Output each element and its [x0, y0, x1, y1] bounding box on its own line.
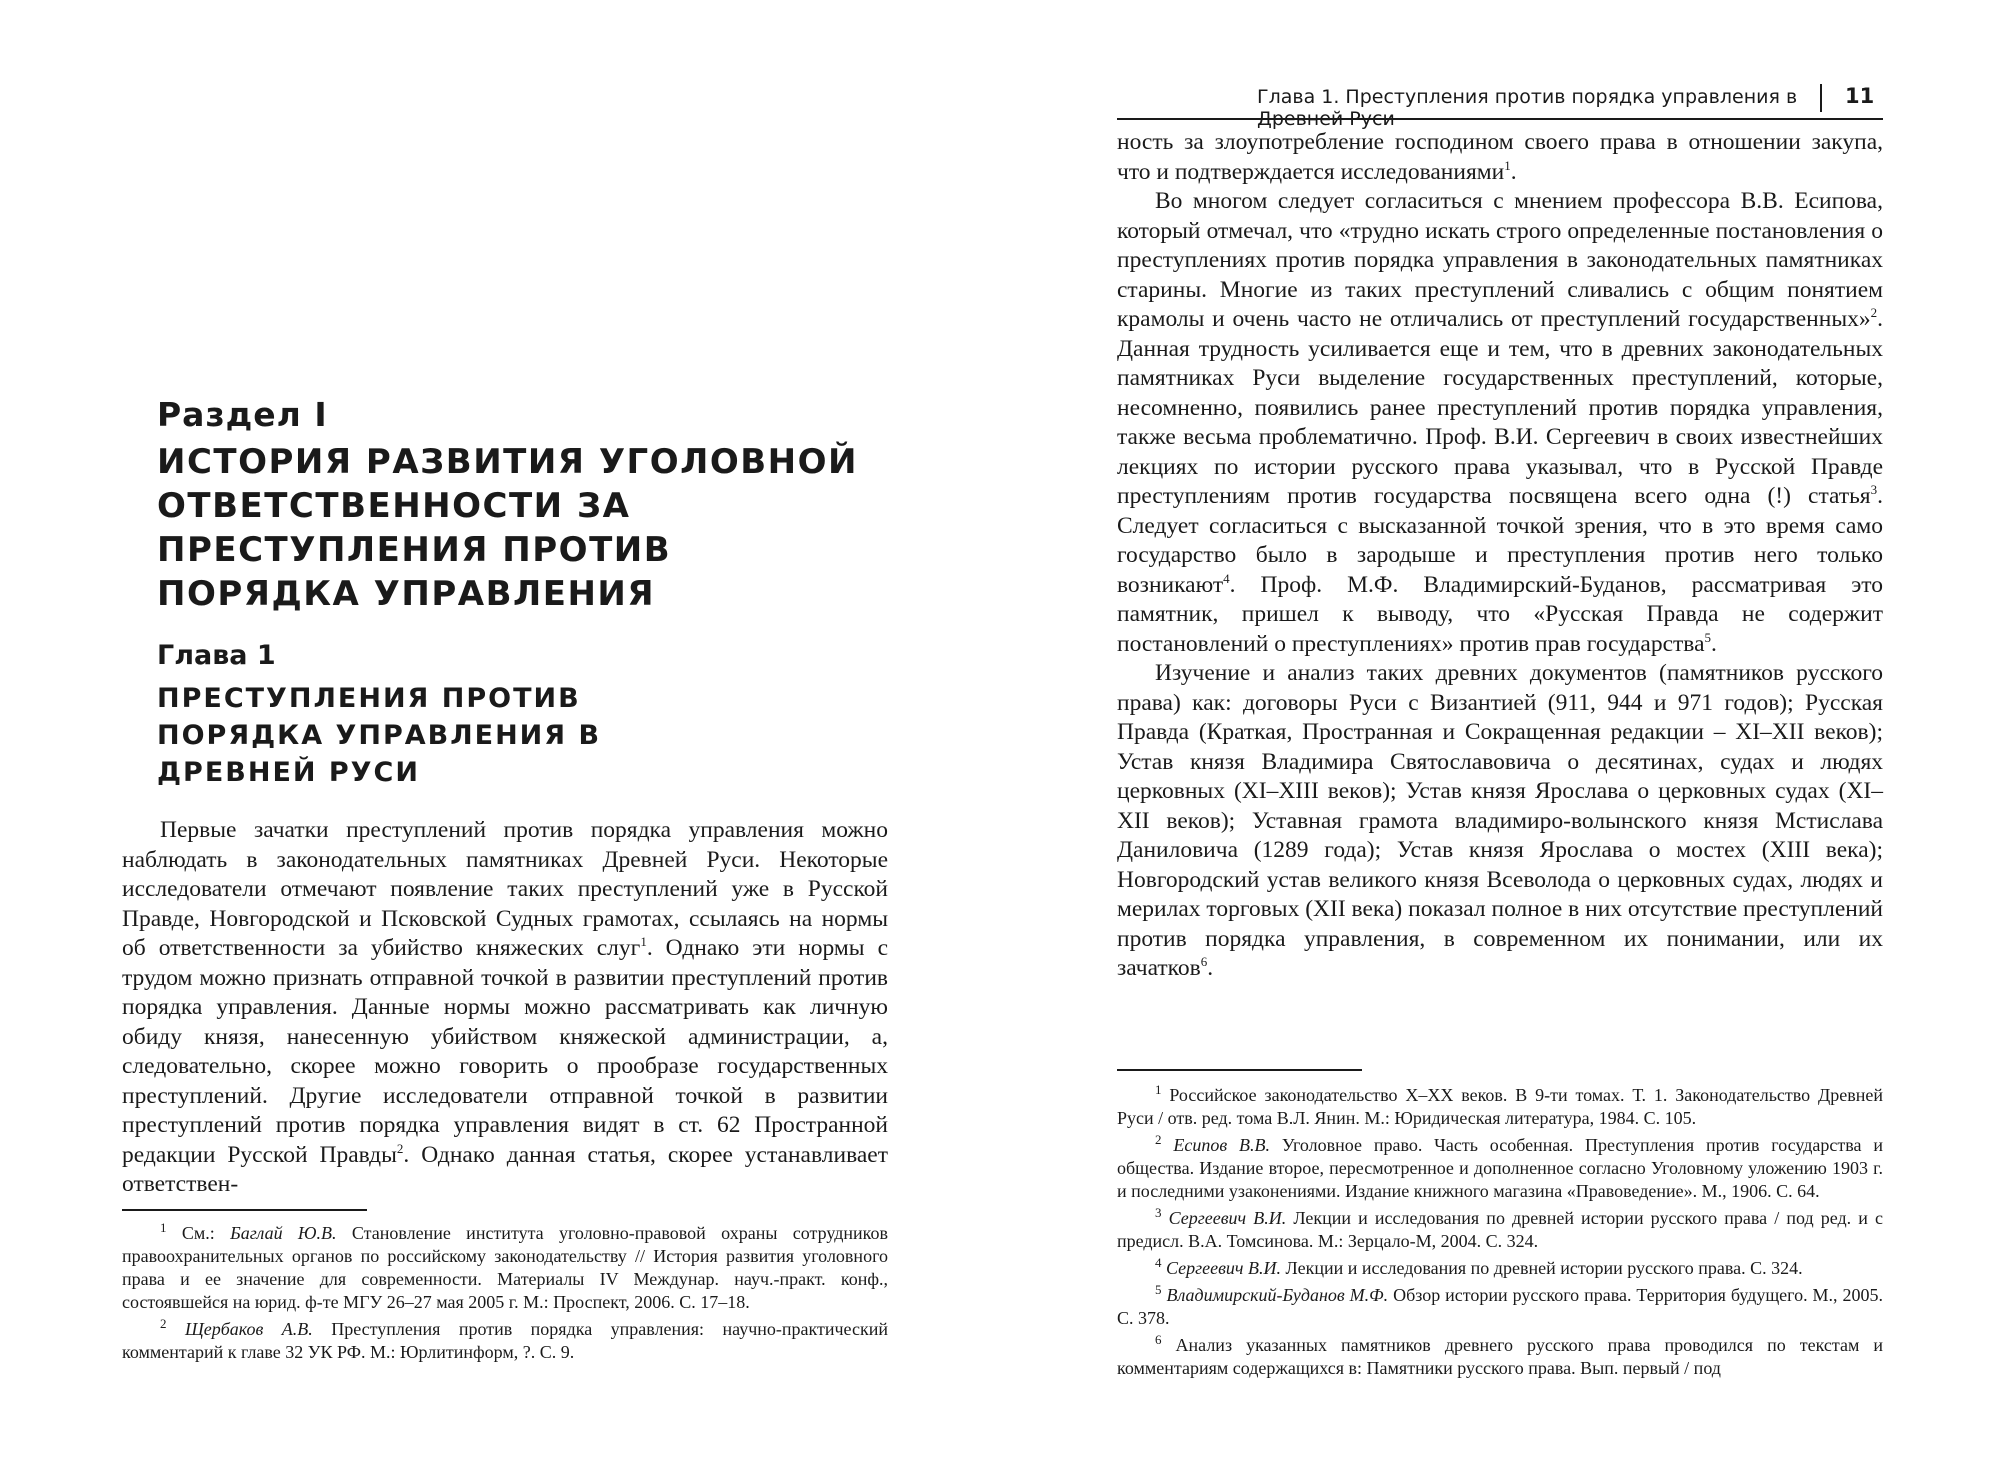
footnote-divider: [122, 1209, 367, 1211]
footnotes: [122, 1222, 888, 1368]
footnote-item: $^2$ Щербаков А.В. Преступления против порядка управления: научно-практический комментарий к главе 32 УК РФ. М.: Юрлитинформ, ?. С. 9.: [122, 1316, 888, 1362]
footnote-item: $^3$ Сергеевич В.И. Лекции и исследования по древней истории русского права / под ред. и с предисл. В.А. Томсинова. М.: Зерцало-М, 2004. С. 324.: [1117, 1205, 1884, 1251]
footnote-ref[interactable]: 3: [1870, 482, 1878, 498]
footnote-ref[interactable]: 6: [1200, 954, 1208, 970]
chapter-title: ПРЕСТУПЛЕНИЯ ПРОТИВ ПОРЯДКА УПРАВЛЕНИЯ В ДРЕВНЕЙ РУСИ: [157, 683, 602, 788]
running-title: Глава 1. Преступления против порядка управления в Древней Руси: [1257, 86, 1798, 130]
footnote-ref[interactable]: 2: [396, 1140, 404, 1156]
footnote-item: $^6$ Анализ указанных памятников древнего русского права проводился по текстам и комментариям содержащихся в: Памятники русского права. Вып. первый / под: [1117, 1332, 1884, 1378]
header-separator: [1820, 84, 1822, 112]
footnote-ref[interactable]: 1: [640, 934, 647, 950]
body-paragraph: Во многом следует согласиться с мнением профессора В.В. Есипова, который отмечал, что «трудно искать строго определенные постановления о преступлениях против порядка управления в законодательных памятниках старины. Многие из таких преступлений сливались с общим понятием крамолы и очень часто не отличались от преступлений государственных»$^2$. Данная трудность усиливается еще и тем, что в древних законодательных памятниках Руси выделение государственных преступлений, которые, несомненно, появились ранее преступлений против порядка управления, также весьма проблематично. Проф. В.И. Сергеевич в своих известнейших лекциях по истории русского права указывал, что в Русской Правде преступлениям против государства посвящена всего одна (!) статья$^3$. Следует согласиться с высказанной точкой зрения, что в это время само государство было в зародыше и преступления против него только возникают$^4$. Проф. М.Ф. Владимирский-Буданов, рассматривая это памятник, пришел к выводу, что «Русская Правда не содержит постановлений о преступлениях» против прав государства$^5$.: [1117, 188, 1883, 657]
footnote-divider: [1117, 1069, 1362, 1071]
footnote-ref[interactable]: 1: [1504, 157, 1511, 173]
footnote-item: $^2$ Есипов В.В. Уголовное право. Часть особенная. Преступления против государства и общества. Издание второе, пересмотренное и дополненное согласно Уголовному уложению 1903 г. и последними узаконениями. Издание книжного магазина «Правоведение». М., 1906. С. 64.: [1117, 1132, 1883, 1201]
footnote-ref[interactable]: 5: [1704, 629, 1712, 645]
footnote-item: $^4$ Сергеевич В.И. Лекции и исследования по древней истории русского права. С. 324.: [1155, 1255, 1803, 1278]
body-text: [1117, 128, 1883, 984]
footnote-item: $^1$ См.: Баглай Ю.В. Становление института уголовно-правовой охраны сотрудников правоохранительных органов по российскому законодательству // История развития уголовного права и ее значение для современности. Материалы IV Междунар. науч.-практ. конф., состоявшейся на юрид. ф-те МГУ 26–27 мая 2005 г. М.: Проспект, 2006. С. 17–18.: [122, 1220, 888, 1312]
right-page: [1000, 0, 2000, 1474]
section-title: ИСТОРИЯ РАЗВИТИЯ УГОЛОВНОЙ ОТВЕТСТВЕННОСТИ ЗА ПРЕСТУПЛЕНИЯ ПРОТИВ ПОРЯДКА УПРАВЛЕНИЯ: [157, 442, 858, 614]
body-paragraph: Первые зачатки преступлений против порядка управления можно наблюдать в законодательных памятниках Древней Руси. Некоторые исследователи отмечают появление таких преступлений уже в Русской Правде, Новгородской и Псковской Судных грамотах, ссылаясь на нормы об ответственности за убийство княжеских слуг$^1$. Однако эти нормы с трудом можно признать отправной точкой в развитии преступлений против порядка управления. Данные нормы можно рассматривать как личную обиду князя, нанесенную убийством княжеской администрации, а, следовательно, скорее можно говорить о прообразе государственных преступлений. Другие исследователи отправной точкой в развитии преступлений против порядка управления видят в ст. 62 Пространной редакции Русской Правды$^2$. Однако данная статья, скорее устанавливает ответствен-: [122, 817, 889, 1197]
section-label: Раздел I: [157, 395, 328, 434]
body-paragraph: Изучение и анализ таких древних документов (памятников русского права) как: договоры Руси с Византией (911, 944 и 971 годов); Русская Правда (Краткая, Пространная и Сокращенная редакции – XI–XII веков); Устав князя Владимира Святославовича о десятинах, судах и людях церковных (XI–XIII веков); Устав князя Ярослава о церковных судах (XI–XII веков); Уставная грамота владимиро-волынского князя Мстислава Даниловича (1289 года); Устав князя Ярослава о мостех (XIII века); Новгородский устав великого князя Всеволода о церковных судах, людях и мерилах торговых (XII века) показал полное в них отсутствие преступлений против порядка управления, в современном их понимании, или их зачатков$^6$.: [1117, 660, 1883, 981]
footnote-item: $^1$ Российское законодательство X–XX веков. В 9-ти томах. Т. 1. Законодательство Древней Руси / отв. ред. тома В.Л. Янин. М.: Юридическая литература, 1984. С. 105.: [1117, 1082, 1884, 1128]
footnote-ref[interactable]: 2: [1870, 305, 1878, 321]
footnote-item: $^5$ Владимирский-Буданов М.Ф. Обзор истории русского права. Территория будущего. М., 2005. С. 378.: [1117, 1282, 1884, 1328]
body-paragraph: ность за злоупотребление господином своего права в отношении закупа, что и подтверждается исследованиями$^1$.: [1117, 129, 1883, 185]
footnote-ref[interactable]: 4: [1223, 570, 1230, 586]
running-header: [1117, 84, 1883, 130]
chapter-label: Глава 1: [157, 640, 276, 671]
page-number: 11: [1845, 84, 1875, 108]
footnotes: [1117, 1084, 1883, 1384]
